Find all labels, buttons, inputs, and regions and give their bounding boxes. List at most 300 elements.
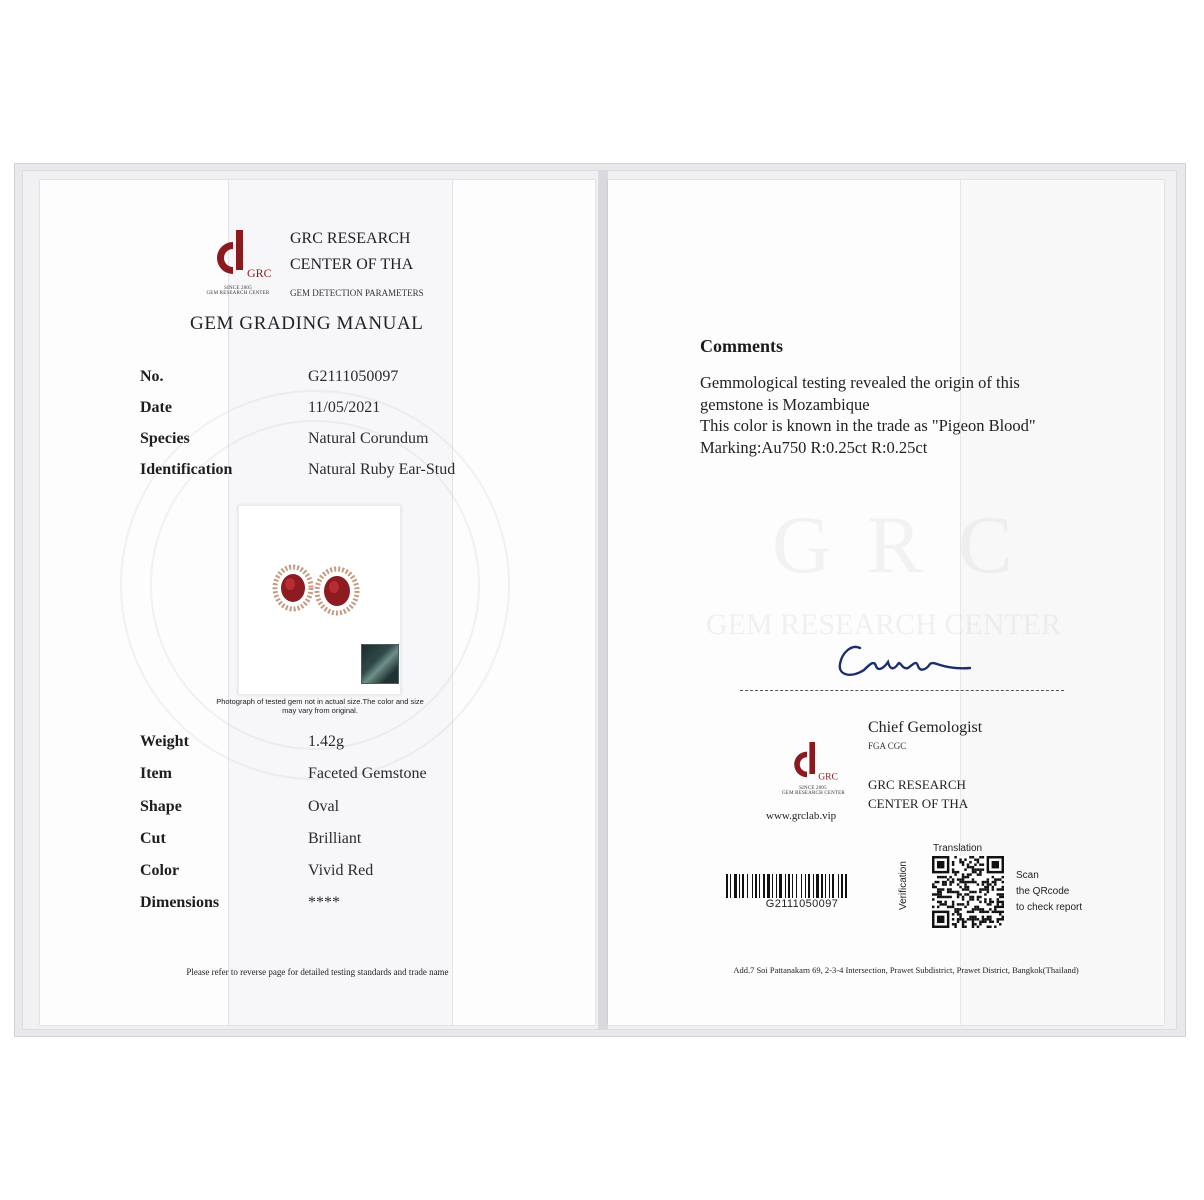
qr-module bbox=[989, 901, 991, 903]
qr-module bbox=[962, 926, 964, 928]
qr-module bbox=[957, 913, 959, 915]
logo-small-since: SINCE 2005 GEM RESEARCH CENTER bbox=[782, 786, 845, 796]
qr-module bbox=[989, 898, 991, 900]
barcode-bar bbox=[776, 874, 777, 898]
qr-module bbox=[972, 881, 974, 883]
barcode-bar bbox=[805, 874, 806, 898]
qr-module bbox=[934, 893, 936, 895]
qr-module bbox=[979, 911, 981, 913]
qr-module bbox=[949, 876, 951, 878]
qr-module bbox=[952, 918, 954, 920]
signature-line bbox=[740, 690, 1064, 691]
qr-module bbox=[942, 903, 944, 905]
qr-module bbox=[997, 878, 999, 880]
qr-module bbox=[974, 923, 976, 925]
qr-module bbox=[932, 883, 934, 885]
label-weight: Weight bbox=[140, 733, 189, 750]
qr-module bbox=[977, 898, 979, 900]
qr-module bbox=[964, 888, 966, 890]
qr-module bbox=[984, 881, 986, 883]
qr-module bbox=[997, 898, 999, 900]
barcode-bar bbox=[825, 874, 826, 898]
qr-module bbox=[969, 918, 971, 920]
qr-module bbox=[982, 883, 984, 885]
qr-module bbox=[989, 918, 991, 920]
barcode-bar bbox=[742, 874, 744, 898]
qr-module bbox=[959, 893, 961, 895]
qr-module bbox=[989, 926, 991, 928]
qr-module bbox=[962, 898, 964, 900]
barcode-bar bbox=[763, 874, 765, 898]
qr-module bbox=[979, 921, 981, 923]
qr-module bbox=[959, 881, 961, 883]
qr-module bbox=[982, 918, 984, 920]
comment-line-2: gemstone is Mozambique bbox=[700, 395, 870, 414]
qr-module bbox=[984, 921, 986, 923]
qr-module bbox=[994, 883, 996, 885]
barcode-bar bbox=[752, 874, 753, 898]
signer-credentials: FGA CGC bbox=[868, 741, 907, 751]
qr-module bbox=[967, 888, 969, 890]
qr-module bbox=[939, 896, 941, 898]
value-identification: Natural Ruby Ear-Stud bbox=[308, 461, 456, 478]
qr-module bbox=[959, 903, 961, 905]
qr-module bbox=[999, 918, 1001, 920]
signature bbox=[830, 630, 990, 695]
qr-module bbox=[949, 906, 951, 908]
hologram-sticker bbox=[361, 644, 399, 684]
qr-module bbox=[962, 896, 964, 898]
qr-module bbox=[984, 918, 986, 920]
qr-module bbox=[977, 926, 979, 928]
qr-module bbox=[994, 878, 996, 880]
qr-module bbox=[1002, 893, 1004, 895]
qr-module bbox=[982, 916, 984, 918]
qr-module bbox=[1002, 911, 1004, 913]
website-url: www.grclab.vip bbox=[766, 810, 837, 822]
qr-module bbox=[977, 896, 979, 898]
qr-module bbox=[972, 918, 974, 920]
qr-module bbox=[952, 871, 954, 873]
qr-module bbox=[977, 908, 979, 910]
qr-module bbox=[977, 883, 979, 885]
qr-finder bbox=[992, 861, 999, 868]
qr-module bbox=[949, 888, 951, 890]
qr-module bbox=[957, 893, 959, 895]
qr-module bbox=[987, 883, 989, 885]
qr-module bbox=[974, 868, 976, 870]
qr-module bbox=[964, 858, 966, 860]
qr-module bbox=[957, 871, 959, 873]
qr-module bbox=[1002, 886, 1004, 888]
grc-logo-text: GRC bbox=[247, 266, 272, 280]
barcode-bar bbox=[759, 874, 760, 898]
qr-module bbox=[957, 911, 959, 913]
qr-module bbox=[999, 878, 1001, 880]
qr-module bbox=[932, 906, 934, 908]
qr-module bbox=[979, 901, 981, 903]
qr-module bbox=[977, 906, 979, 908]
qr-module bbox=[937, 876, 939, 878]
qr-module bbox=[972, 896, 974, 898]
qr-module bbox=[959, 886, 961, 888]
grc-watermark: GRC bbox=[772, 499, 1049, 590]
value-number: G2111050097 bbox=[308, 368, 399, 385]
qr-module bbox=[962, 903, 964, 905]
qr-module bbox=[967, 911, 969, 913]
qr-module bbox=[954, 873, 956, 875]
qr-module bbox=[962, 918, 964, 920]
qr-module bbox=[974, 858, 976, 860]
qr-module bbox=[952, 906, 954, 908]
qr-module bbox=[949, 891, 951, 893]
qr-module bbox=[957, 896, 959, 898]
qr-module bbox=[984, 888, 986, 890]
barcode-bar bbox=[779, 874, 782, 898]
qr-module bbox=[997, 911, 999, 913]
qr-module bbox=[1002, 888, 1004, 890]
qr-module bbox=[994, 911, 996, 913]
qr-module bbox=[939, 891, 941, 893]
barcode-bar bbox=[841, 874, 843, 898]
qr-module bbox=[937, 881, 939, 883]
qr-module bbox=[1002, 896, 1004, 898]
qr-module bbox=[959, 908, 961, 910]
qr-module bbox=[967, 873, 969, 875]
qr-module bbox=[957, 878, 959, 880]
qr-module bbox=[949, 881, 951, 883]
org-name-line1: GRC RESEARCH bbox=[290, 230, 411, 247]
qr-module bbox=[962, 873, 964, 875]
label-item: Item bbox=[140, 765, 172, 782]
qr-module bbox=[964, 886, 966, 888]
qr-module bbox=[974, 906, 976, 908]
qr-module bbox=[972, 923, 974, 925]
qr-module bbox=[979, 923, 981, 925]
barcode-bar bbox=[785, 874, 786, 898]
address-footer: Add.7 Soi Pattanakarn 69, 2-3-4 Intersection, Prawet Subdistrict, Prawet District, Bangkok(Thailand) bbox=[733, 965, 1079, 975]
qr-module bbox=[999, 888, 1001, 890]
qr-module bbox=[1002, 906, 1004, 908]
barcode-bar bbox=[832, 874, 834, 898]
qr-module bbox=[947, 896, 949, 898]
verification-qr-code[interactable] bbox=[932, 856, 1004, 928]
label-cut: Cut bbox=[140, 830, 166, 847]
grc-logo-small-text: GRC bbox=[818, 771, 838, 783]
qr-module bbox=[947, 888, 949, 890]
barcode-bar bbox=[813, 874, 814, 898]
qr-verification-label: Verification bbox=[898, 861, 909, 910]
qr-module bbox=[979, 888, 981, 890]
qr-module bbox=[954, 926, 956, 928]
qr-module bbox=[967, 881, 969, 883]
qr-module bbox=[972, 878, 974, 880]
qr-module bbox=[974, 908, 976, 910]
qr-module bbox=[999, 913, 1001, 915]
qr-module bbox=[999, 901, 1001, 903]
qr-module bbox=[979, 896, 981, 898]
barcode-bar bbox=[821, 874, 823, 898]
qr-module bbox=[989, 916, 991, 918]
qr-module bbox=[974, 891, 976, 893]
qr-module bbox=[962, 921, 964, 923]
qr-module bbox=[937, 893, 939, 895]
signer-org-line1: GRC RESEARCH bbox=[868, 777, 966, 792]
qr-module bbox=[954, 923, 956, 925]
qr-module bbox=[979, 856, 981, 858]
qr-module bbox=[989, 908, 991, 910]
qr-module bbox=[977, 873, 979, 875]
value-color: Vivid Red bbox=[308, 862, 374, 879]
qr-module bbox=[944, 903, 946, 905]
qr-module bbox=[999, 911, 1001, 913]
label-species: Species bbox=[140, 430, 190, 447]
ruby-stud-right bbox=[317, 569, 357, 613]
qr-module bbox=[967, 893, 969, 895]
qr-module bbox=[939, 888, 941, 890]
qr-module bbox=[949, 883, 951, 885]
qr-module bbox=[982, 911, 984, 913]
value-cut: Brilliant bbox=[308, 830, 362, 847]
qr-module bbox=[939, 876, 941, 878]
qr-module bbox=[944, 881, 946, 883]
qr-module bbox=[967, 863, 969, 865]
label-color: Color bbox=[140, 862, 180, 879]
qr-module bbox=[989, 921, 991, 923]
qr-module bbox=[987, 911, 989, 913]
signer-org-line2: CENTER OF THA bbox=[868, 796, 969, 811]
grc-logo-small bbox=[786, 742, 836, 786]
qr-module bbox=[972, 866, 974, 868]
qr-finder bbox=[937, 861, 944, 868]
ruby-stud-left bbox=[275, 567, 311, 609]
qr-module bbox=[942, 883, 944, 885]
qr-module bbox=[984, 886, 986, 888]
value-date: 11/05/2021 bbox=[308, 399, 381, 416]
qr-module bbox=[984, 911, 986, 913]
qr-module bbox=[1002, 918, 1004, 920]
qr-module bbox=[977, 918, 979, 920]
gem-photo bbox=[238, 505, 401, 695]
barcode-bar bbox=[808, 874, 810, 898]
qr-module bbox=[992, 901, 994, 903]
qr-module bbox=[969, 881, 971, 883]
qr-module bbox=[944, 876, 946, 878]
qr-module bbox=[987, 918, 989, 920]
qr-module bbox=[969, 856, 971, 858]
qr-module bbox=[967, 886, 969, 888]
qr-module bbox=[974, 918, 976, 920]
barcode-bar bbox=[829, 874, 830, 898]
qr-module bbox=[949, 896, 951, 898]
barcode-bar bbox=[755, 874, 757, 898]
qr-module bbox=[997, 906, 999, 908]
qr-module bbox=[952, 901, 954, 903]
qr-module bbox=[959, 858, 961, 860]
barcode-bar bbox=[739, 874, 740, 898]
qr-module bbox=[939, 893, 941, 895]
qr-module bbox=[972, 916, 974, 918]
header-subtitle: GEM DETECTION PARAMETERS bbox=[290, 288, 424, 298]
qr-module bbox=[954, 856, 956, 858]
qr-module bbox=[952, 923, 954, 925]
qr-module bbox=[992, 886, 994, 888]
qr-module bbox=[932, 886, 934, 888]
barcode-bar bbox=[772, 874, 773, 898]
value-species: Natural Corundum bbox=[308, 430, 429, 447]
qr-module bbox=[1002, 916, 1004, 918]
barcode-bar bbox=[747, 874, 748, 898]
qr-module bbox=[979, 871, 981, 873]
qr-module bbox=[984, 893, 986, 895]
qr-module bbox=[957, 891, 959, 893]
qr-module bbox=[952, 868, 954, 870]
qr-module bbox=[959, 916, 961, 918]
qr-module bbox=[969, 898, 971, 900]
qr-module bbox=[954, 911, 956, 913]
qr-module bbox=[942, 888, 944, 890]
barcode-bar bbox=[845, 874, 847, 898]
left-page-footer: Please refer to reverse page for detailed testing standards and trade name bbox=[186, 967, 449, 977]
qr-module bbox=[957, 883, 959, 885]
qr-module bbox=[994, 881, 996, 883]
qr-module bbox=[982, 881, 984, 883]
barcode-number: G2111050097 bbox=[765, 898, 839, 910]
qr-module bbox=[942, 876, 944, 878]
qr-module bbox=[987, 916, 989, 918]
qr-module bbox=[974, 863, 976, 865]
qr-module bbox=[982, 888, 984, 890]
qr-module bbox=[979, 863, 981, 865]
signer-title: Chief Gemologist bbox=[868, 719, 983, 736]
qr-module bbox=[982, 856, 984, 858]
qr-module bbox=[992, 881, 994, 883]
barcode-bar bbox=[796, 874, 797, 898]
qr-module bbox=[997, 918, 999, 920]
qr-module bbox=[972, 868, 974, 870]
qr-module bbox=[977, 858, 979, 860]
barcode-bar bbox=[838, 874, 839, 898]
qr-module bbox=[964, 906, 966, 908]
qr-module bbox=[994, 906, 996, 908]
qr-module bbox=[952, 903, 954, 905]
grc-watermark-sub: GEM RESEARCH CENTER bbox=[706, 608, 1062, 641]
barcode-bar bbox=[792, 874, 793, 898]
value-dimensions: **** bbox=[308, 894, 340, 911]
qr-module bbox=[984, 901, 986, 903]
label-shape: Shape bbox=[140, 798, 182, 815]
qr-module bbox=[969, 916, 971, 918]
qr-module bbox=[954, 871, 956, 873]
qr-module bbox=[997, 901, 999, 903]
qr-module bbox=[959, 913, 961, 915]
qr-module bbox=[972, 908, 974, 910]
report-barcode bbox=[726, 874, 878, 898]
comment-line-4: Marking:Au750 R:0.25ct R:0.25ct bbox=[700, 438, 928, 457]
qr-module bbox=[957, 921, 959, 923]
qr-module bbox=[957, 908, 959, 910]
qr-module bbox=[959, 878, 961, 880]
qr-module bbox=[967, 866, 969, 868]
qr-module bbox=[969, 891, 971, 893]
qr-module bbox=[962, 876, 964, 878]
barcode-bar bbox=[788, 874, 790, 898]
qr-module bbox=[977, 868, 979, 870]
qr-module bbox=[964, 881, 966, 883]
qr-module bbox=[982, 921, 984, 923]
qr-module bbox=[972, 926, 974, 928]
qr-module bbox=[999, 893, 1001, 895]
qr-module bbox=[952, 881, 954, 883]
qr-module bbox=[974, 916, 976, 918]
qr-module bbox=[987, 878, 989, 880]
qr-module bbox=[967, 876, 969, 878]
qr-module bbox=[962, 878, 964, 880]
qr-module bbox=[964, 921, 966, 923]
qr-module bbox=[977, 861, 979, 863]
logo-since-line: SINCE 2005 GEM RESEARCH CENTER bbox=[206, 286, 270, 296]
qr-module bbox=[992, 911, 994, 913]
qr-module bbox=[952, 861, 954, 863]
qr-translation-label: Translation bbox=[933, 843, 983, 854]
qr-module bbox=[987, 891, 989, 893]
qr-module bbox=[937, 906, 939, 908]
qr-scan-instructions: Scan the QRcode to check report bbox=[1016, 870, 1083, 913]
qr-module bbox=[972, 921, 974, 923]
qr-module bbox=[972, 898, 974, 900]
comment-line-3: This color is known in the trade as "Pigeon Blood" bbox=[700, 416, 1036, 435]
qr-module bbox=[947, 906, 949, 908]
qr-module bbox=[979, 891, 981, 893]
qr-module bbox=[964, 868, 966, 870]
qr-module bbox=[984, 898, 986, 900]
qr-module bbox=[962, 881, 964, 883]
qr-module bbox=[967, 901, 969, 903]
qr-module bbox=[969, 911, 971, 913]
qr-module bbox=[937, 901, 939, 903]
qr-module bbox=[979, 908, 981, 910]
qr-module bbox=[954, 891, 956, 893]
barcode-bar bbox=[726, 874, 728, 898]
qr-module bbox=[939, 903, 941, 905]
qr-module bbox=[932, 898, 934, 900]
qr-module bbox=[972, 871, 974, 873]
value-shape: Oval bbox=[308, 798, 340, 815]
qr-module bbox=[997, 888, 999, 890]
qr-module bbox=[947, 878, 949, 880]
label-number: No. bbox=[140, 368, 164, 385]
comments-heading: Comments bbox=[700, 336, 783, 356]
qr-module bbox=[994, 908, 996, 910]
qr-module bbox=[962, 923, 964, 925]
qr-module bbox=[997, 921, 999, 923]
grc-logo bbox=[207, 230, 272, 285]
qr-module bbox=[972, 891, 974, 893]
qr-module bbox=[999, 906, 1001, 908]
qr-module bbox=[957, 903, 959, 905]
qr-module bbox=[947, 891, 949, 893]
qr-module bbox=[982, 863, 984, 865]
barcode-bar bbox=[730, 874, 731, 898]
qr-module bbox=[969, 861, 971, 863]
org-name-line2: CENTER OF THA bbox=[290, 256, 414, 273]
qr-module bbox=[994, 926, 996, 928]
qr-module bbox=[997, 903, 999, 905]
comment-line-1: Gemmological testing revealed the origin of this bbox=[700, 373, 1020, 392]
qr-module bbox=[957, 918, 959, 920]
qr-module bbox=[964, 876, 966, 878]
qr-module bbox=[982, 868, 984, 870]
